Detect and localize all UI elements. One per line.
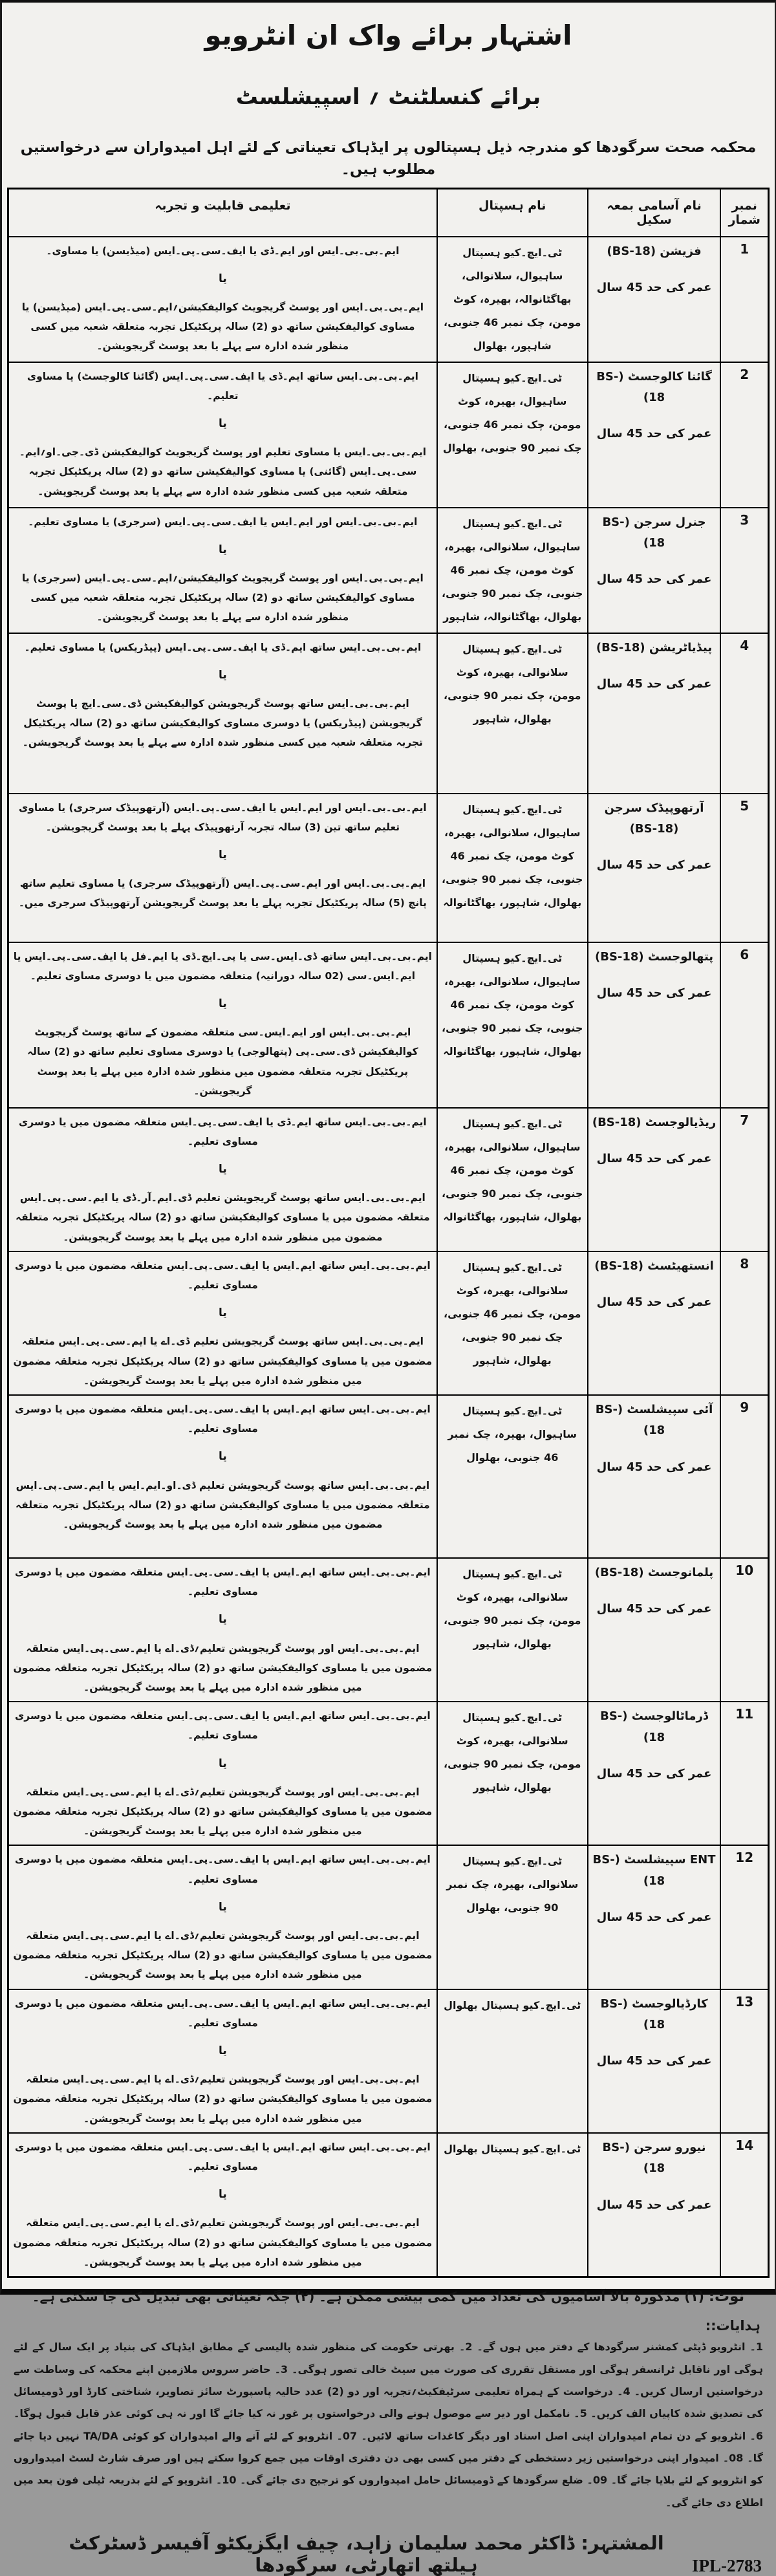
qualification-option-2: ایم۔بی۔بی۔ایس ساتھ پوسٹ گریجویشن تعلیم ڈی۔ایم۔آر۔ڈی یا ایم۔سی۔پی۔ایس متعلقہ مضمون میں یا مساوی کوالیفکیشن ساتھ دو (2) سالہ پریکٹیکل تجربہ متعلقہ مضمون میں منظور شدہ ادارہ میں پہلے یا بعد پوسٹ گریجویشن۔: [16, 1192, 430, 1243]
job-row: [8, 1558, 769, 1702]
hospital-cell: ٹی۔ایچ۔کیو ہسپتال ساہیوال، سلانوالی، بھیرہ، کوٹ مومن، چک نمبر 46 جنوبی، چک نمبر 90 جنوبی، بھلوال، بھاگٹانوالہ، شاہپور: [437, 508, 588, 633]
ad-intro-line: محکمہ صحت سرگودھا کو مندرجہ ذیل ہسپتالوں پر ایڈہاک تعیناتی کے لئے اہل امیدواران سے درخواستیں مطلوب ہیں۔: [20, 139, 757, 178]
serial-cell: 11: [720, 1702, 768, 1845]
or-separator: یا: [219, 272, 227, 285]
hospital-cell: ٹی۔ایچ۔کیو ہسپتال ساہیوال، سلانوالی، بھیرہ، کوٹ مومن، چک نمبر 46 جنوبی، چک نمبر 90 جنوبی، بھلوال، شاہپور، بھاگٹانوالہ: [437, 794, 588, 942]
age-limit: عمر کی حد 45 سال: [596, 2198, 712, 2212]
job-row: [8, 362, 769, 508]
qualification-option-1: ایم۔بی۔بی۔ایس ساتھ ایم۔ایس یا ایف۔سی۔پی۔ایس متعلقہ مضمون میں یا دوسری مساوی تعلیم۔: [15, 1854, 431, 1885]
or-separator: یا: [219, 1306, 227, 1320]
post-title: آئی سپیشلسٹ (BS-18): [595, 1402, 713, 1438]
qualification-option-1: ایم۔بی۔بی۔ایس ساتھ ایم۔ایس یا ایف۔سی۔پی۔ایس متعلقہ مضمون میں یا دوسری مساوی تعلیم۔: [15, 1997, 431, 2029]
age-limit: عمر کی حد 45 سال: [596, 427, 712, 441]
age-limit: عمر کی حد 45 سال: [596, 572, 712, 587]
job-row: [8, 1702, 769, 1845]
post-cell: [588, 508, 721, 633]
age-limit: عمر کی حد 45 سال: [596, 676, 712, 691]
qualification-option-2: ایم۔بی۔بی۔ایس اور ایم۔ایس۔سی متعلقہ مضمون کے ساتھ پوسٹ گریجویٹ کوالیفکیشن ڈی۔سی۔پی (پتھالوجی) یا دوسری مساوی تعلیم ساتھ دو (2) سالہ پریکٹیکل تجربہ متعلقہ مضمون میں منظور شدہ ادارہ میں پہلے یا بعد پوسٹ گریجویشن۔: [27, 1026, 418, 1097]
age-limit: عمر کی حد 45 سال: [596, 858, 712, 872]
hospital-cell: ٹی۔ایچ۔کیو ہسپتال سلانوالی، بھیرہ، کوٹ مومن، چک نمبر 90 جنوبی، بھلوال، شاہپور: [437, 1558, 588, 1702]
post-cell: [588, 2133, 721, 2277]
hospital-cell: ٹی۔ایچ۔کیو ہسپتال بھلوال: [437, 1989, 588, 2133]
qualification-option-2: ایم۔بی۔بی۔ایس اور پوسٹ گریجویشن تعلیم؍ڈی۔اے یا ایم۔سی۔پی۔ایس متعلقہ مضمون میں یا مساوی کوالیفکیشن ساتھ دو (2) سالہ پریکٹیکل تجربہ متعلقہ مضمون میں منظور شدہ ادارہ میں پہلے یا بعد پوسٹ گریجویشن۔: [13, 2073, 433, 2125]
age-limit: عمر کی حد 45 سال: [596, 280, 712, 294]
qualification-option-2: ایم۔بی۔بی۔ایس اور پوسٹ گریجویشن تعلیم؍ڈی۔اے یا ایم۔سی۔پی۔ایس متعلقہ مضمون میں یا مساوی کوالیفکیشن ساتھ دو (2) سالہ پریکٹیکل تجربہ متعلقہ مضمون میں منظور شدہ ادارہ میں پہلے یا بعد پوسٹ گریجویشن۔: [13, 1930, 433, 1981]
post-title: فزیشن (BS-18): [607, 244, 702, 258]
age-limit: عمر کی حد 45 سال: [596, 1910, 712, 1925]
footer-row: [15, 2532, 762, 2576]
ad-subtitle: برائے کنسلٹنٹ ؍ اسپیشلسٹ: [235, 84, 541, 110]
qualification-option-1: ایم۔بی۔بی۔ایس ساتھ ایم۔ایس یا ایف۔سی۔پی۔ایس متعلقہ مضمون میں یا دوسری مساوی تعلیم۔: [15, 1403, 431, 1435]
qualification-option-2: ایم۔بی۔بی۔ایس اور پوسٹ گریجویشن تعلیم؍ڈی۔اے یا ایم۔سی۔پی۔ایس متعلقہ مضمون میں یا مساوی کوالیفکیشن ساتھ دو (2) سالہ پریکٹیکل تجربہ متعلقہ مضمون میں منظور شدہ ادارہ میں پہلے یا بعد پوسٹ گریجویشن۔: [13, 2217, 433, 2268]
post-cell: [588, 942, 721, 1108]
post-title: آرتھوپیڈک سرجن (BS-18): [604, 801, 704, 836]
job-row: [8, 237, 769, 362]
qualification-option-1: ایم۔بی۔بی۔ایس اور ایم۔ایس یا ایف۔سی۔پی۔ایس (سرجری) یا مساوی تعلیم۔: [28, 515, 418, 528]
column-header-serial: نمبر شمار: [720, 188, 768, 237]
ipl-reference: IPL-2783: [692, 2556, 762, 2576]
post-title: ڈرماٹالوجسٹ (BS-18): [600, 1709, 708, 1744]
post-cell: [588, 1558, 721, 1702]
hospital-cell: ٹی۔ایچ۔کیو ہسپتال سلانوالی، بھیرہ، کوٹ مومن، چک نمبر 46 جنوبی، چک نمبر 90 جنوبی، بھلوال، شاہپور: [437, 1251, 588, 1395]
qualification-option-1: ایم۔بی۔بی۔ایس اور ایم۔ایس یا ایف۔سی۔پی۔ایس (آرتھوپیڈک سرجری) یا مساوی تعلیم ساتھ تین (3) سالہ تجربہ آرتھوپیڈک پہلے یا بعد پوسٹ گریجویشن۔: [19, 801, 427, 833]
qualification-option-2: ایم۔بی۔بی۔ایس ساتھ پوسٹ گریجویشن کوالیفکیشن ڈی۔سی۔ایچ یا پوسٹ گریجویشن (پیڈریکس) یا دوسری مساوی کوالیفکیشن ساتھ دو (2) سالہ پریکٹیکل تجربہ متعلقہ شعبہ میں کسی منظور شدہ ادارہ سے پہلے یا بعد پوسٹ گریجویشن۔: [22, 697, 423, 749]
table-header-row: [8, 188, 769, 237]
age-limit: عمر کی حد 45 سال: [596, 986, 712, 1000]
instructions-label: ہدایات::: [705, 2318, 760, 2334]
post-cell: [588, 1251, 721, 1395]
serial-cell: 7: [720, 1108, 768, 1251]
job-row: [8, 1395, 769, 1558]
qualification-option-1: ایم۔بی۔بی۔ایس اور ایم۔ڈی یا ایف۔سی۔پی۔ایس (میڈیسن) یا مساوی۔: [46, 244, 400, 257]
serial-cell: 12: [720, 1845, 768, 1989]
table-header: [8, 188, 769, 237]
age-limit: عمر کی حد 45 سال: [596, 1602, 712, 1616]
job-row: [8, 1989, 769, 2133]
qualification-option-1: ایم۔بی۔بی۔ایس ساتھ ایم۔ڈی یا ایف۔سی۔پی۔ایس (گائنا کالوجسٹ) یا مساوی تعلیم۔: [27, 370, 418, 402]
qualification-option-1: ایم۔بی۔بی۔ایس ساتھ ایم۔ڈی یا ایف۔سی۔پی۔ایس (پیڈریکس) یا مساوی تعلیم۔: [24, 641, 422, 653]
hospital-cell: ٹی۔ایچ۔کیو ہسپتال سلانوالی، بھیرہ، کوٹ مومن، چک نمبر 90 جنوبی، بھلوال، شاہپور: [437, 1702, 588, 1845]
post-title: گائنا کالوجسٹ (BS-18): [596, 369, 712, 404]
post-cell: [588, 1702, 721, 1845]
qualification-cell: [8, 942, 437, 1108]
qualification-option-1: ایم۔بی۔بی۔ایس ساتھ ایم۔ایس یا ایف۔سی۔پی۔ایس متعلقہ مضمون میں یا دوسری مساوی تعلیم۔: [15, 1566, 431, 1598]
age-limit: عمر کی حد 45 سال: [596, 2054, 712, 2068]
post-title: پیڈیاٹریشن (BS-18): [596, 640, 713, 655]
column-header-qualification: تعلیمی قابلیت و تجربہ: [8, 188, 437, 237]
qualification-option-1: ایم۔بی۔بی۔ایس ساتھ ایم۔ڈی یا ایف۔سی۔پی۔ایس متعلقہ مضمون میں یا دوسری مساوی تعلیم۔: [19, 1116, 427, 1147]
serial-cell: 5: [720, 794, 768, 942]
qualification-option-2: ایم۔بی۔بی۔ایس اور پوسٹ گریجویٹ کوالیفکیشن؍ایم۔سی۔پی۔ایس (میڈیسن) یا مساوی کوالیفکیشن ساتھ دو (2) سالہ پریکٹیکل تجربہ متعلقہ شعبہ میں کسی منظور شدہ ادارہ سے پہلے یا بعد پوسٹ گریجویشن۔: [21, 301, 424, 352]
age-limit: عمر کی حد 45 سال: [596, 1766, 712, 1780]
post-cell: [588, 794, 721, 942]
post-cell: [588, 633, 721, 794]
or-separator: یا: [219, 848, 227, 861]
or-separator: یا: [219, 417, 227, 430]
ad-title: اشتہار برائے واک ان انٹرویو: [204, 19, 572, 51]
qualification-cell: [8, 1251, 437, 1395]
post-cell: [588, 1845, 721, 1989]
hospital-cell: ٹی۔ایچ۔کیو ہسپتال سلانوالی، بھیرہ، کوٹ مومن، چک نمبر 90 جنوبی، بھلوال، شاہپور: [437, 633, 588, 794]
hospital-cell: ٹی۔ایچ۔کیو ہسپتال ساہیوال، سلانوالی، بھیرہ، کوٹ مومن، چک نمبر 46 جنوبی، چک نمبر 90 جنوبی، بھلوال، شاہپور، بھاگٹانوالہ: [437, 1108, 588, 1251]
hospital-cell: ٹی۔ایچ۔کیو ہسپتال سلانوالی، بھیرہ، چک نمبر 90 جنوبی، بھلوال: [437, 1845, 588, 1989]
note-text: (۱) مذکورہ بالا آسامیوں کی تعداد میں کمی بیشی ممکن ہے۔ (۲) جگہ تعیناتی بھی تبدیل کی جا سکتی ہے۔: [32, 2289, 704, 2305]
post-title: پتھالوجسٹ (BS-18): [594, 949, 714, 964]
qualification-cell: [8, 794, 437, 942]
serial-cell: 8: [720, 1251, 768, 1395]
qualification-option-2: ایم۔بی۔بی۔ایس یا مساوی تعلیم اور پوسٹ گریجویٹ کوالیفکیشن ڈی۔جی۔او؍ایم۔سی۔پی۔ایس (گائنی) یا مساوی کوالیفکیشن ساتھ دو (2) سالہ پریکٹیکل تجربہ متعلقہ شعبہ میں کسی منظور شدہ ادارہ سے پہلے یا بعد پوسٹ گریجویشن۔: [19, 446, 427, 497]
note-line: [11, 2288, 766, 2305]
age-limit: عمر کی حد 45 سال: [596, 1151, 712, 1165]
serial-cell: 10: [720, 1558, 768, 1702]
qualification-option-2: ایم۔بی۔بی۔ایس ساتھ پوسٹ گریجویشن تعلیم ڈی۔او۔ایم۔ایس یا ایم۔سی۔پی۔ایس متعلقہ مضمون میں یا مساوی کوالیفکیشن ساتھ دو (2) سالہ پریکٹیکل تجربہ متعلقہ مضمون میں منظور شدہ ادارہ میں پہلے یا بعد پوسٹ گریجویشن۔: [16, 1479, 430, 1530]
qualification-option-2: ایم۔بی۔بی۔ایس اور پوسٹ گریجویشن تعلیم؍ڈی۔اے یا ایم۔سی۔پی۔ایس متعلقہ مضمون میں یا مساوی کوالیفکیشن ساتھ دو (2) سالہ پریکٹیکل تجربہ متعلقہ مضمون میں منظور شدہ ادارہ میں پہلے یا بعد پوسٹ گریجویشن۔: [13, 1642, 433, 1693]
serial-cell: 13: [720, 1989, 768, 2133]
qualification-option-2: ایم۔بی۔بی۔ایس ساتھ پوسٹ گریجویشن تعلیم ڈی۔اے یا ایم۔سی۔پی۔ایس متعلقہ مضمون میں یا مساوی کوالیفکیشن ساتھ دو (2) سالہ پریکٹیکل تجربہ متعلقہ مضمون میں منظور شدہ ادارہ میں پہلے یا بعد پوسٹ گریجویشن۔: [13, 1336, 433, 1387]
qualification-cell: [8, 1108, 437, 1251]
post-cell: [588, 362, 721, 508]
post-title: ریڈیالوجسٹ (BS-18): [592, 1115, 717, 1129]
or-separator: یا: [219, 2044, 227, 2058]
job-row: [8, 1251, 769, 1395]
serial-cell: 14: [720, 2133, 768, 2277]
job-row: [8, 942, 769, 1108]
post-cell: [588, 1395, 721, 1558]
age-limit: عمر کی حد 45 سال: [596, 1460, 712, 1474]
note-label: نوٹ:: [708, 2288, 745, 2306]
qualification-cell: [8, 1845, 437, 1989]
serial-cell: 3: [720, 508, 768, 633]
qualification-cell: [8, 1702, 437, 1845]
qualification-cell: [8, 362, 437, 508]
or-separator: یا: [219, 668, 227, 682]
post-cell: [588, 1989, 721, 2133]
post-title: پلمانوجسٹ (BS-18): [594, 1565, 714, 1579]
vacancies-table: [7, 188, 770, 2278]
job-row: [8, 794, 769, 942]
or-separator: یا: [219, 2188, 227, 2202]
qualification-cell: [8, 1558, 437, 1702]
post-title: انستھیٹسٹ (BS-18): [594, 1259, 714, 1273]
hospital-cell: ٹی۔ایچ۔کیو ہسپتال ساہیوال، بھیرہ، کوٹ مومن، چک نمبر 46 جنوبی، چک نمبر 90 جنوبی، بھلوال: [437, 362, 588, 508]
job-row: [8, 508, 769, 633]
qualification-cell: [8, 2133, 437, 2277]
instructions-text: 1۔ انٹرویو ڈپٹی کمشنر سرگودھا کے دفتر میں ہوں گے۔ 2۔ بھرتی حکومت کی منظور شدہ پالیسی کے مطابق ایڈہاک کی بنیاد پر ایک سال کے لئے ہوگی اور ناقابل ٹرانسفر ہوگی اور مستقل تقرری کی صورت میں سیٹ خالی تصور ہوگی۔ 3۔ حاضر سروس ملازمین اپنے محکمہ کی وساطت سے درخواستیں ارسال کریں۔ 4۔ درخواست کے ہمراہ تعلیمی سرٹیفکیٹ؍تجربہ اور دو (2) عدد حالیہ پاسپورٹ سائز تصاویر، شناختی کارڈ اور ڈومیسائل کی تصدیق شدہ کاپیاں الف کریں۔ 5۔ نامکمل اور دیر سے موصول ہونے والی درخواستوں پر غور نہ کیا جائے گا اور نہ ہی کوئی عذر قابل قبول ہوگا۔ 6۔ انٹرویو کے دن تمام امیدواران اپنی اصل اسناد اور دیگر کاغذات ساتھ لائیں۔ 07۔ انٹرویو کے لئے آنے والے امیدواران کو کوئی TA/DA نہیں دیا جائے گا۔ 08۔ امیدوار اپنی درخواستیں زیر دستخطی کے دفتر میں کسی بھی دن دفتری اوقات میں جمع کروا سکتے ہیں اور صرف شارٹ لسٹ امیدواروں کو انٹرویو کے لئے بلایا جائے گا۔ 09۔ ضلع سرگودھا کے ڈومیسائل حامل امیدواروں کو ترجیح دی جائے گی۔ 10۔ انٹرویو کے لئے بذریعہ ٹیلی فون بعد میں اطلاع دی جائے گی۔: [14, 2341, 764, 2509]
job-row: [8, 1108, 769, 1251]
job-row: [8, 633, 769, 794]
post-cell: [588, 237, 721, 362]
qualification-option-1: ایم۔بی۔بی۔ایس ساتھ ایم۔ایس یا ایف۔سی۔پی۔ایس متعلقہ مضمون میں یا دوسری مساوی تعلیم۔: [15, 2141, 431, 2173]
qualification-option-2: ایم۔بی۔بی۔ایس اور پوسٹ گریجویشن تعلیم؍ڈی۔اے یا ایم۔سی۔پی۔ایس متعلقہ مضمون میں یا مساوی کوالیفکیشن ساتھ دو (2) سالہ پریکٹیکل تجربہ متعلقہ مضمون میں منظور شدہ ادارہ میں پہلے یا بعد پوسٹ گریجویشن۔: [13, 1786, 433, 1837]
column-header-hospital: نام ہسپتال: [437, 188, 588, 237]
column-header-post: نام آسامی بمعہ سکیل: [588, 188, 721, 237]
serial-cell: 2: [720, 362, 768, 508]
qualification-option-1: ایم۔بی۔بی۔ایس ساتھ ایم۔ایس یا ایف۔سی۔پی۔ایس متعلقہ مضمون میں یا دوسری مساوی تعلیم۔: [15, 1259, 431, 1291]
or-separator: یا: [219, 997, 227, 1010]
qualification-cell: [8, 633, 437, 794]
job-row: [8, 2133, 769, 2277]
serial-cell: 6: [720, 942, 768, 1108]
qualification-option-2: ایم۔بی۔بی۔ایس اور ایم۔سی۔پی۔ایس (آرتھوپیڈک سرجری) یا مساوی تعلیم ساتھ پانچ (5) سالہ پریکٹیکل تجربہ پہلے یا بعد پوسٹ گریجویشن آرتھوپیڈک سرجری میں۔: [18, 878, 427, 909]
post-title: نیورو سرجن (BS-18): [602, 2140, 706, 2176]
job-row: [8, 1845, 769, 1989]
post-cell: [588, 1108, 721, 1251]
post-title: کارڈیالوجسٹ (BS-18): [600, 1997, 708, 2032]
qualification-cell: [8, 1989, 437, 2133]
serial-cell: 9: [720, 1395, 768, 1558]
hospital-cell: ٹی۔ایچ۔کیو ہسپتال ساہیوال، سلانوالی، بھیرہ، کوٹ مومن، چک نمبر 46 جنوبی، چک نمبر 90 جنوبی، بھلوال، شاہپور، بھاگٹانوالہ: [437, 942, 588, 1108]
hospital-cell: ٹی۔ایچ۔کیو ہسپتال ساہیوال، سلانوالی، بھاگٹانوالہ، بھیرہ، کوٹ مومن، چک نمبر 46 جنوبی، شاہپور، بھلوال: [437, 237, 588, 362]
or-separator: یا: [219, 1613, 227, 1627]
or-separator: یا: [219, 1900, 227, 1914]
serial-cell: 1: [720, 237, 768, 362]
qualification-cell: [8, 237, 437, 362]
hospital-cell: ٹی۔ایچ۔کیو ہسپتال بھلوال: [437, 2133, 588, 2277]
qualification-option-2: ایم۔بی۔بی۔ایس اور پوسٹ گریجویٹ کوالیفکیشن؍ایم۔سی۔پی۔ایس (سرجری) یا مساوی کوالیفکیشن ساتھ دو (2) سالہ پریکٹیکل تجربہ متعلقہ شعبہ میں کسی منظور شدہ ادارہ سے پہلے یا بعد پوسٹ گریجویشن۔: [21, 572, 424, 623]
job-table-body: [8, 237, 769, 2277]
qualification-option-1: ایم۔بی۔بی۔ایس ساتھ ایم۔ایس یا ایف۔سی۔پی۔ایس متعلقہ مضمون میں یا دوسری مساوی تعلیم۔: [15, 1710, 431, 1742]
qualification-cell: [8, 1395, 437, 1558]
or-separator: یا: [219, 543, 227, 556]
serial-cell: 4: [720, 633, 768, 794]
or-separator: یا: [219, 1450, 227, 1464]
hospital-cell: ٹی۔ایچ۔کیو ہسپتال ساہیوال، بھیرہ، چک نمبر 46 جنوبی، بھلوال: [437, 1395, 588, 1558]
qualification-cell: [8, 508, 437, 633]
age-limit: عمر کی حد 45 سال: [596, 1295, 712, 1310]
advertiser-signature: المشتہر: ڈاکٹر محمد سلیمان زاہد، چیف ایگزیکٹو آفیسر ڈسٹرکٹ ہیلتھ اتھارٹی، سرگودھا: [69, 2532, 664, 2576]
or-separator: یا: [219, 1757, 227, 1770]
post-title: جنرل سرجن (BS-18): [602, 515, 706, 550]
post-title: ENT سپیشلسٹ (BS-18): [592, 1853, 716, 1888]
or-separator: یا: [219, 1162, 227, 1176]
qualification-option-1: ایم۔بی۔بی۔ایس ساتھ ڈی۔ایس۔سی یا پی۔ایچ۔ڈی یا ایم۔فل یا ایف۔سی۔پی۔ایس یا ایم۔ایس۔سی (02 سالہ دورانیہ) متعلقہ مضمون میں یا دوسری مساوی تعلیم۔: [13, 950, 432, 982]
